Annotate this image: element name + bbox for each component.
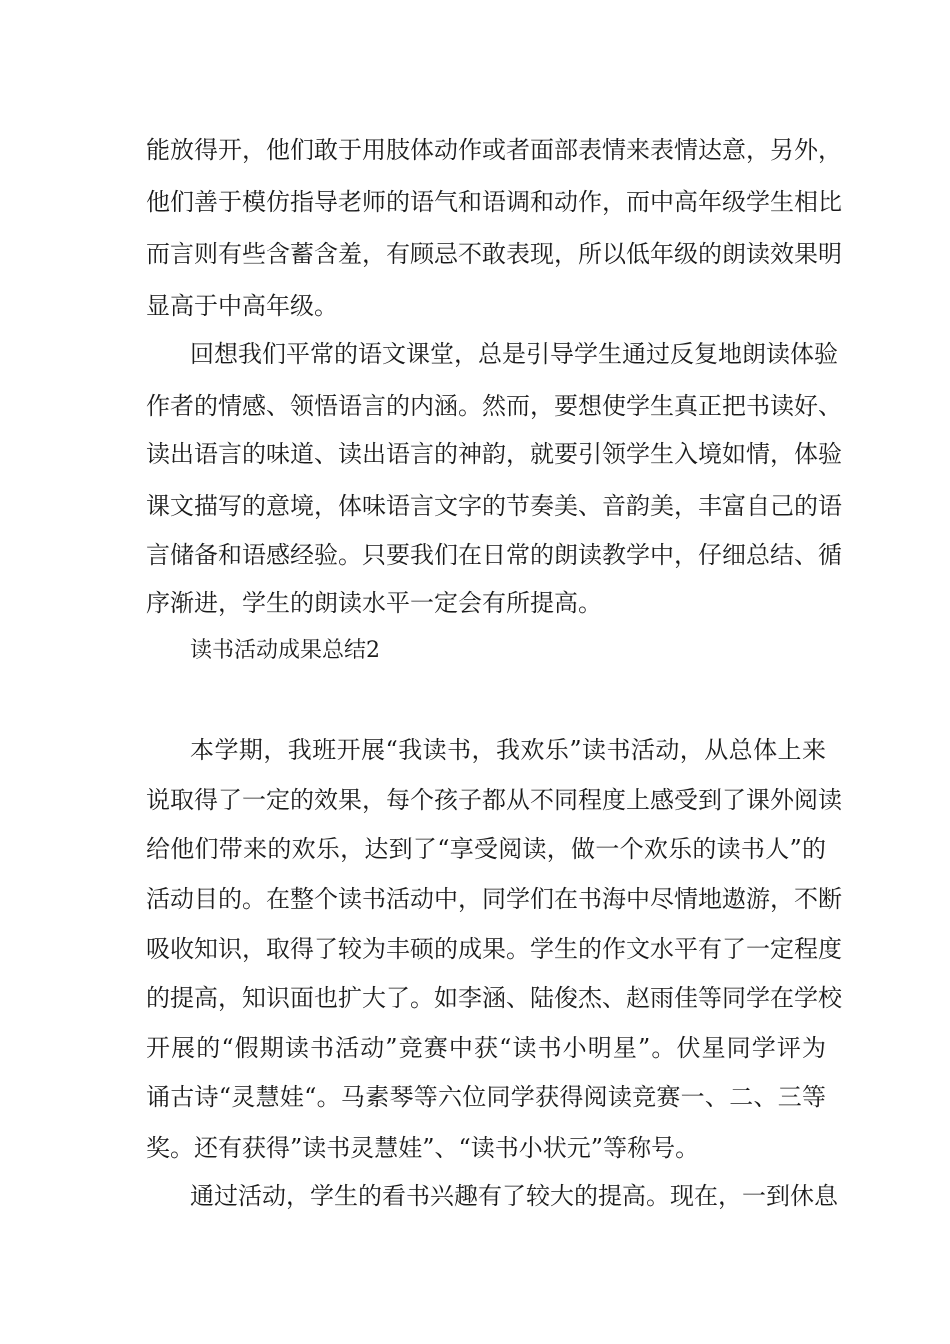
paragraph-2-line-1: 回想我们平常的语文课堂，总是引导学生通过反复地朗读体验: [190, 340, 838, 368]
paragraph-3-line-8: 诵古诗“灵慧娃“。马素琴等六位同学获得阅读竞赛一、二、三等: [146, 1083, 826, 1111]
paragraph-3-line-2: 说取得了一定的效果，每个孩子都从不同程度上感受到了课外阅读: [146, 786, 842, 814]
paragraph-2-line-3: 读出语言的味道、读出语言的神韵，就要引领学生入境如情，体验: [146, 440, 842, 468]
paragraph-3-line-3: 给他们带来的欢乐，达到了“享受阅读，做一个欢乐的读书人”的: [146, 835, 826, 863]
paragraph-3-line-7: 开展的“假期读书活动”竞赛中获“读书小明星”。伏星同学评为: [146, 1034, 826, 1062]
paragraph-4-line-1: 通过活动，学生的看书兴趣有了较大的提高。现在，一到休息: [190, 1182, 838, 1210]
paragraph-1-line-1: 能放得开，他们敢于用肢体动作或者面部表情来表情达意，另外，: [146, 136, 842, 164]
paragraph-1-line-3: 而言则有些含蓄含羞，有顾忌不敢表现，所以低年级的朗读效果明: [146, 240, 842, 268]
paragraph-3-line-4: 活动目的。在整个读书活动中，同学们在书海中尽情地遨游，不断: [146, 885, 842, 913]
paragraph-3-line-5: 吸收知识，取得了较为丰硕的成果。学生的作文水平有了一定程度: [146, 935, 842, 963]
paragraph-2-line-5: 言储备和语感经验。只要我们在日常的朗读教学中，仔细总结、循: [146, 541, 842, 569]
paragraph-2-line-2: 作者的情感、领悟语言的内涵。然而，要想使学生真正把书读好、: [146, 392, 842, 420]
paragraph-2-line-4: 课文描写的意境，体味语言文字的节奏美、音韵美，丰富自己的语: [146, 492, 842, 520]
paragraph-1-line-4: 显高于中高年级。: [146, 292, 338, 320]
paragraph-3-line-6: 的提高，知识面也扩大了。如李涵、陆俊杰、赵雨佳等同学在学校: [146, 984, 842, 1012]
paragraph-1-line-2: 他们善于模仿指导老师的语气和语调和动作，而中高年级学生相比: [146, 188, 842, 216]
paragraph-3-line-9: 奖。还有获得”读书灵慧娃”、“读书小状元”等称号。: [146, 1134, 700, 1162]
section-heading: 读书活动成果总结2: [190, 638, 380, 663]
paragraph-2-line-6: 序渐进，学生的朗读水平一定会有所提高。: [146, 589, 602, 617]
paragraph-3-line-1: 本学期，我班开展“我读书，我欢乐”读书活动，从总体上来: [190, 736, 826, 764]
